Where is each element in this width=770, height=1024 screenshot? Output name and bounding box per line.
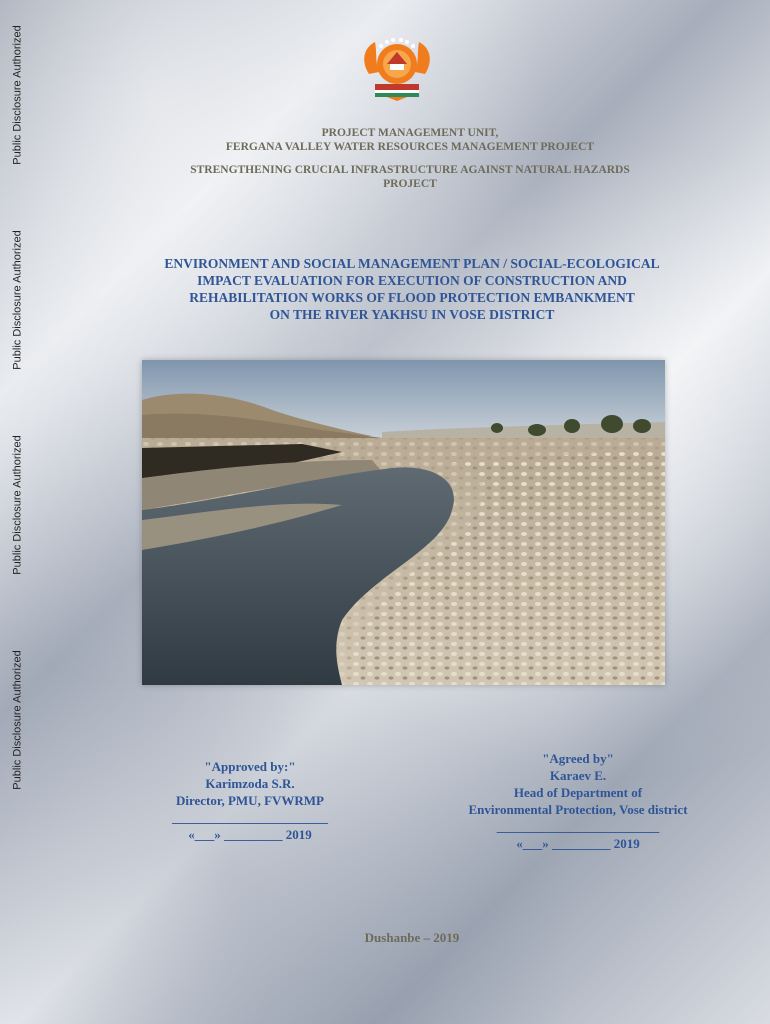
header-line-4: PROJECT bbox=[383, 178, 437, 190]
disclosure-stamp-4 bbox=[8, 630, 28, 810]
disclosure-text: Public Disclosure Authorized bbox=[12, 230, 24, 370]
footer-place-date: Dushanbe – 2019 bbox=[364, 930, 460, 945]
approved-date-line: «___» _________ 2019 bbox=[188, 827, 312, 842]
river-photo bbox=[142, 360, 665, 685]
approved-signature-line: ________________________ bbox=[172, 810, 328, 825]
agreed-date-line: «___» _________ 2019 bbox=[516, 836, 640, 851]
disclosure-stamp-2 bbox=[8, 210, 28, 390]
approved-name: Karimzoda S.R. bbox=[205, 776, 295, 791]
disclosure-text: Public Disclosure Authorized bbox=[12, 650, 24, 790]
approved-label: "Approved by:" bbox=[204, 759, 296, 774]
agreed-name: Karaev E. bbox=[549, 768, 607, 783]
agreed-role-2: Environmental Protection, Vose district bbox=[468, 802, 688, 817]
title-line-1: ENVIRONMENT AND SOCIAL MANAGEMENT PLAN / SOCIAL-ECOLOGICAL bbox=[164, 256, 660, 271]
header-line-2: FERGANA VALLEY WATER RESOURCES MANAGEMENT PROJECT bbox=[225, 141, 595, 153]
project-subheader bbox=[100, 163, 720, 191]
disclosure-text: Public Disclosure Authorized bbox=[12, 25, 24, 165]
agreed-label: "Agreed by" bbox=[542, 751, 614, 766]
title-line-3: REHABILITATION WORKS OF FLOOD PROTECTION EMBANKMENT bbox=[189, 290, 635, 305]
national-emblem-icon bbox=[357, 34, 437, 102]
approved-block bbox=[140, 758, 360, 843]
title-line-4: ON THE RIVER YAKHSU IN VOSE DISTRICT bbox=[269, 307, 555, 322]
agreed-signature-line: _________________________ bbox=[496, 819, 660, 834]
disclosure-stamp-1 bbox=[8, 5, 28, 185]
header-line-3: STRENGTHENING CRUCIAL INFRASTRUCTURE AGAINST NATURAL HAZARDS bbox=[190, 164, 630, 176]
disclosure-text: Public Disclosure Authorized bbox=[12, 435, 24, 575]
project-header bbox=[100, 126, 720, 154]
header-line-1: PROJECT MANAGEMENT UNIT, bbox=[321, 127, 499, 139]
agreed-role-1: Head of Department of bbox=[513, 785, 643, 800]
approved-role: Director, PMU, FVWRMP bbox=[175, 793, 324, 808]
title-line-2: IMPACT EVALUATION FOR EXECUTION OF CONSTRUCTION AND bbox=[197, 273, 627, 288]
document-title bbox=[100, 255, 724, 323]
disclosure-stamp-3 bbox=[8, 415, 28, 595]
agreed-block bbox=[430, 750, 726, 852]
